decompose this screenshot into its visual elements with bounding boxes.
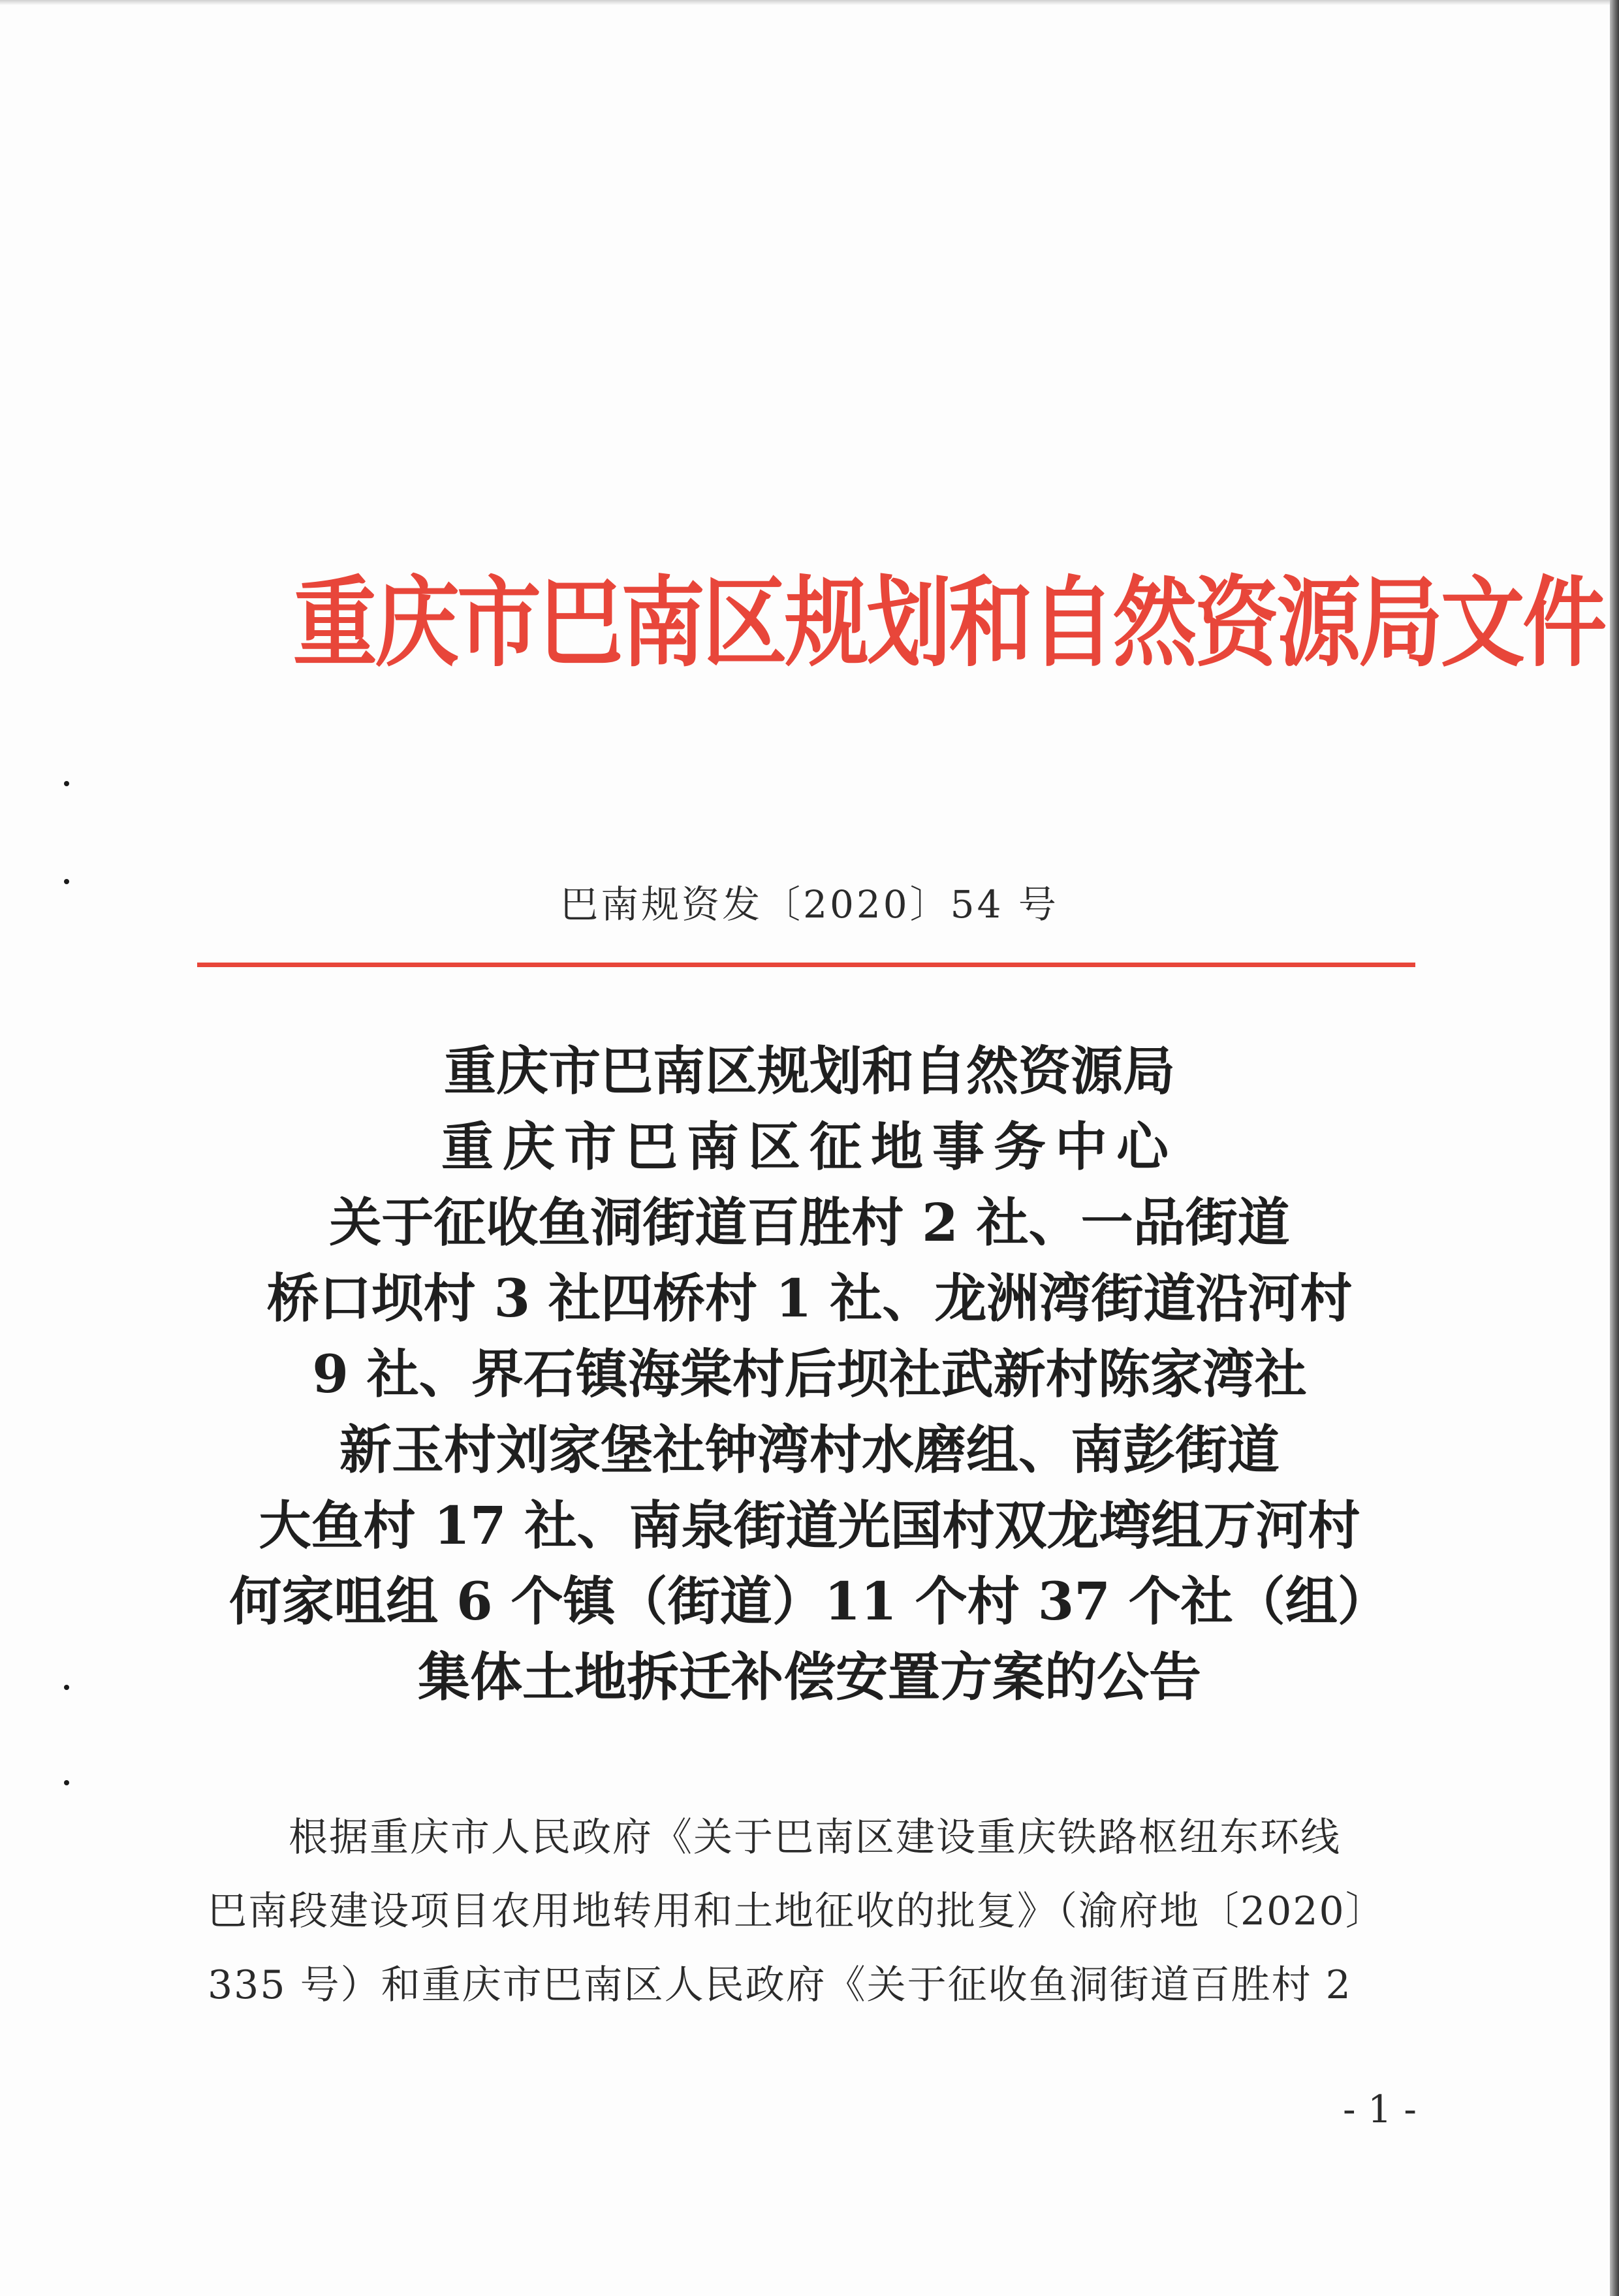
document-number: 巴南规资发〔2020〕54 号 (560, 882, 1059, 927)
title-line: 新玉村刘家堡社钟湾村水磨组、南彭街道 (339, 1419, 1280, 1480)
scan-dot (64, 781, 69, 786)
page-number: - 1 - (1343, 2087, 1417, 2131)
scan-right-edge (1610, 0, 1619, 2296)
scan-top-shadow (0, 0, 1619, 5)
body-line: 巴南段建设项目农用地转用和土地征收的批复》（渝府地〔2020〕 (208, 1889, 1386, 1934)
title-line: 9 社、界石镇海棠村后坝社武新村陈家湾社 (312, 1343, 1307, 1405)
announcement-title (189, 1033, 1430, 1715)
title-line: 何家咀组 6 个镇（街道）11 个村 37 个社（组） (229, 1571, 1390, 1632)
title-line: 重庆市巴南区征地事务中心 (441, 1116, 1178, 1177)
title-line: 大鱼村 17 社、南泉街道光国村双龙塆组万河村 (259, 1495, 1360, 1556)
body-line: 根据重庆市人民政府《关于巴南区建设重庆铁路枢纽东环线 (289, 1815, 1341, 1860)
title-line: 桥口坝村 3 社四桥村 1 社、龙洲湾街道沿河村 (266, 1268, 1353, 1329)
title-line: 集体土地拆迁补偿安置方案的公告 (418, 1646, 1201, 1708)
red-separator-rule (197, 963, 1415, 967)
red-letterhead-title: 重庆市巴南区规划和自然资源局文件 (292, 567, 1605, 680)
title-line: 关于征收鱼洞街道百胜村 2 社、一品街道 (329, 1192, 1290, 1253)
scan-dot (64, 1685, 69, 1690)
body-line: 335 号）和重庆市巴南区人民政府《关于征收鱼洞街道百胜村 2 (208, 1962, 1352, 2008)
body-paragraph (208, 1801, 1405, 2022)
scan-dot (64, 1780, 69, 1785)
title-line: 重庆市巴南区规划和自然资源局 (444, 1040, 1175, 1102)
